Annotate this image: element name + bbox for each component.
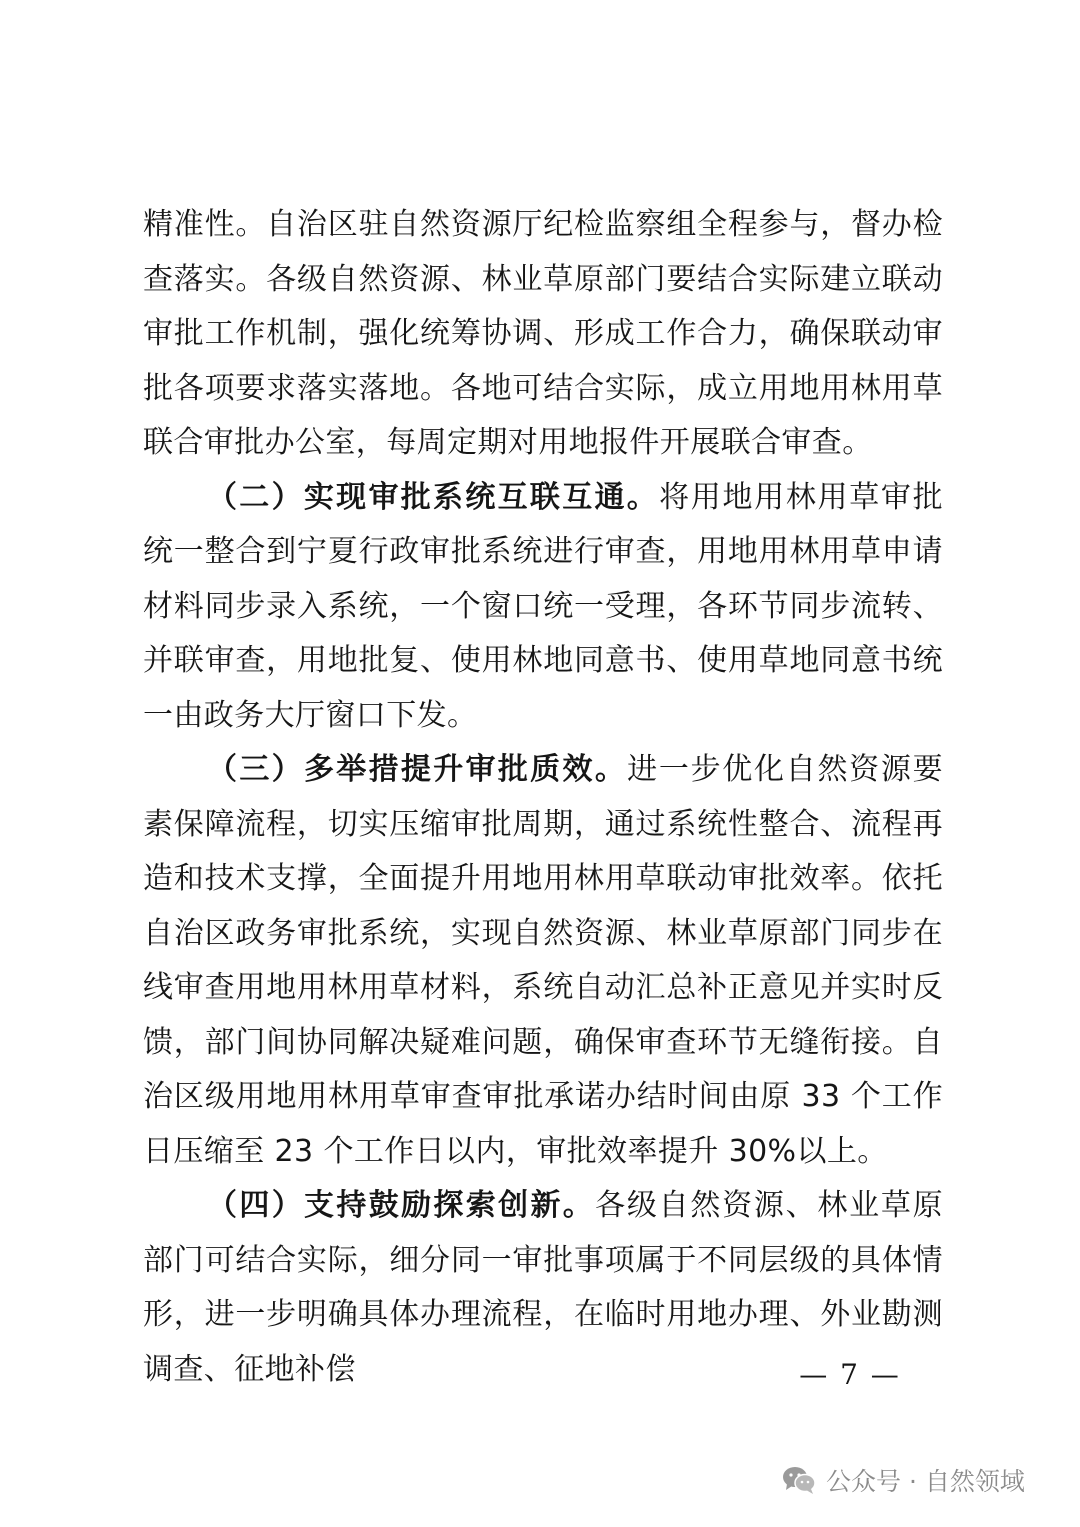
paragraph-section-3 xyxy=(143,743,943,1179)
section-heading: （二）实现审批系统互联互通。 xyxy=(207,479,660,515)
paragraph-text: 精准性。自治区驻自然资源厅纪检监察组全程参与，督办检查落实。各级自然资源、林业草原部门要结合实际建立联动审批工作机制，强化统筹协调、形成工作合力，确保联动审批各项要求落实落地。各地可结合实际，成立用地用林用草联合审批办公室，每周定期对用地报件开展联合审查。 xyxy=(143,207,943,460)
page-number: — 7 — xyxy=(799,1358,901,1391)
section-heading: （四）支持鼓励探索创新。 xyxy=(207,1188,596,1223)
paragraph-text: 将用地用林用草审批统一整合到宁夏行政审批系统进行审查，用地用林用草申请材料同步录入系统，一个窗口统一受理，各环节同步流转、并联审查，用地批复、使用林地同意书、使用草地同意书统一由政务大厅窗口下发。 xyxy=(143,479,944,733)
paragraph-continuation xyxy=(143,198,943,471)
section-heading: （三）多举措提升审批质效。 xyxy=(207,752,628,787)
wechat-icon xyxy=(782,1465,816,1495)
watermark-label: 公众号 · 自然领域 xyxy=(826,1467,1025,1496)
paragraph-section-2 xyxy=(143,471,943,744)
paragraph-text: 各级自然资源、林业草原部门可结合实际，细分同一审批事项属于不同层级的具体情形，进一步明确具体办理流程，在临时用地办理、外业勘测调查、征地补偿 xyxy=(143,1188,944,1387)
document-body xyxy=(143,198,943,1397)
watermark xyxy=(782,1460,1025,1500)
paragraph-text: 进一步优化自然资源要素保障流程，切实压缩审批周期，通过系统性整合、流程再造和技术支撑，全面提升用地用林用草联动审批效率。依托自治区政务审批系统，实现自然资源、林业草原部门同步在线审查用地用林用草材料，系统自动汇总补正意见并实时反馈，部门间协同解决疑难问题，确保审查环节无缝衔接。自治区级用地用林用草审查审批承诺办结时间由原 33 个工作日压缩至 23 个工作日以内，审批效率提升 30%以上。 xyxy=(143,752,944,1169)
